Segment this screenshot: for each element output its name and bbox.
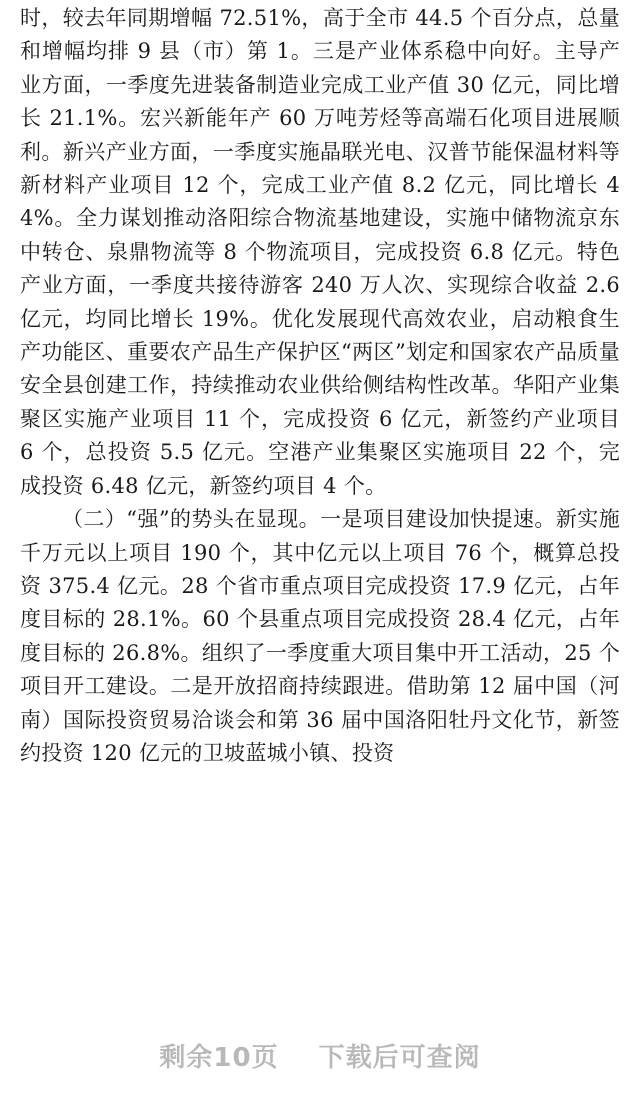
- download-prompt-label: 下载后可查阅: [318, 1042, 481, 1073]
- paragraph-industry-system: 时，较去年同期增幅 72.51%，高于全市 44.5 个百分点，总量和增幅均排 9 县（市）第 1。三是产业体系稳中向好。主导产业方面，一季度先进装备制造业完成工业产值 30 亿元，同比增长 21.1%。宏兴新能年产 60 万吨芳烃等高端石化项目进展顺利。新兴产业方面，一季度实施晶联光电、汉普节能保温材料等新材料产业项目 12 个，完成工业产值 8.2 亿元，同比增长 44%。全力谋划推动洛阳综合物流基地建设，实施中储物流京东中转仓、泉鼎物流等 8 个物流项目，完成投资 6.8 亿元。特色产业方面，一季度共接待游客 240 万人次、实现综合收益 2.6 亿元，均同比增长 19%。优化发展现代高效农业，启动粮食生产功能区、重要农产品生产保护区“两区”划定和国家农产品质量安全县创建工作，持续推动农业供给侧结构性改革。华阳产业集聚区实施产业项目 11 个，完成投资 6 亿元，新签约产业项目 6 个，总投资 5.5 亿元。空港产业集聚区实施项目 22 个，完成投资 6.48 亿元，新签约项目 4 个。: [20, 6, 620, 498]
- download-banner[interactable]: [0, 1030, 640, 1080]
- remaining-pages-label: 剩余10页: [159, 1042, 279, 1073]
- document-body: [20, 2, 620, 770]
- paragraph-strong-momentum: （二）“强”的势头在显现。一是项目建设加快提速。新实施千万元以上项目 190 个，其中亿元以上项目 76 个，概算总投资 375.4 亿元。28 个省市重点项目完成投资 17.9 亿元，占年度目标的 28.1%。60 个县重点项目完成投资 28.4 亿元，占年度目标的 26.8%。组织了一季度重大项目集中开工活动，25 个项目开工建设。二是开放招商持续跟进。借助第 12 届中国（河南）国际投资贸易洽谈会和第 36 届中国洛阳牡丹文化节，新签约投资 120 亿元的卫坡蓝城小镇、投资: [20, 507, 620, 765]
